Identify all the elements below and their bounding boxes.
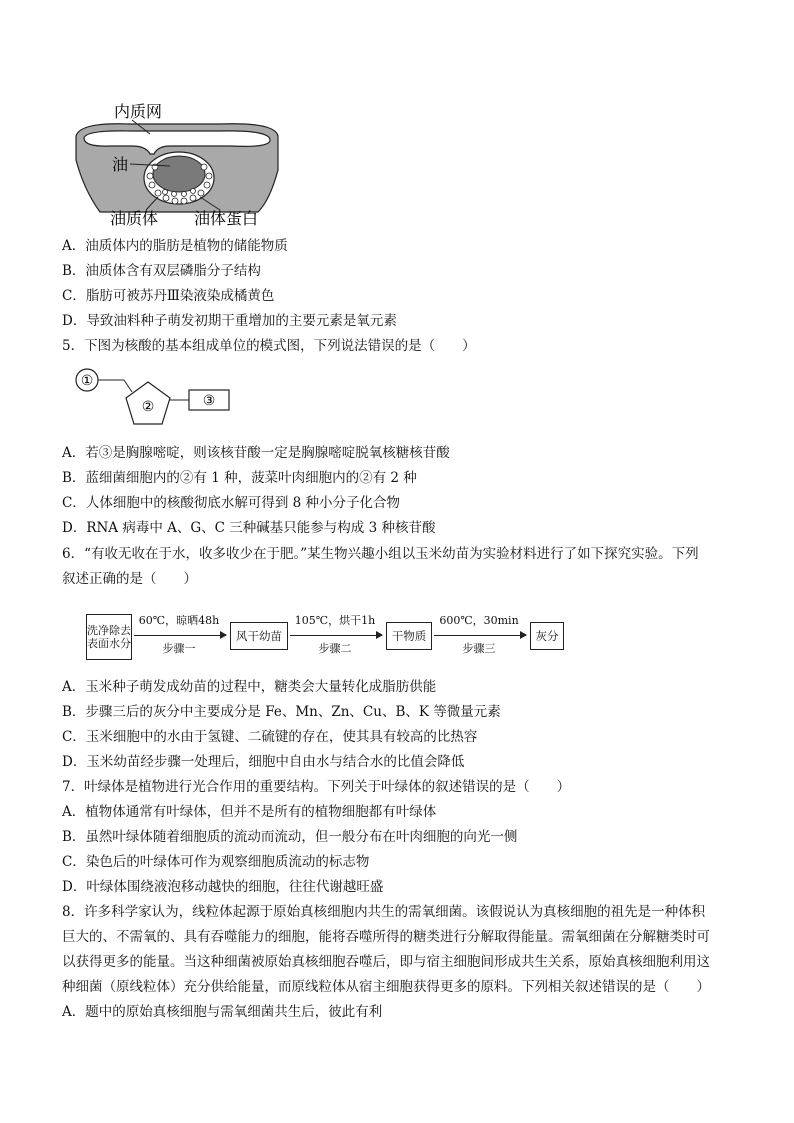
q5-option-d: D．RNA 病毒中 A、G、C 三种碱基只能参与构成 3 种核苷酸 [62,520,436,536]
label-oil-body: 油质体 [110,209,159,228]
flow-box-dry-matter: 干物质 [386,622,432,650]
q8-option-a: A．题中的原始真核细胞与需氧细菌共生后，彼此有利 [62,1004,383,1020]
label-er: 内质网 [114,102,163,121]
oil-body-diagram [70,100,285,230]
q8-stem-line1: 8．许多科学家认为，线粒体起源于原始真核细胞内共生的需氧细菌。该假说认为真核细胞的祖先是一种体积 [62,904,706,920]
flow-arrow3-top: 600℃，30min [439,614,519,627]
q7-stem: 7．叶绿体是植物进行光合作用的重要结构。下列关于叶绿体的叙述错误的是（ ） [62,779,571,795]
flow-box-ash: 灰分 [530,622,564,650]
q7-option-b: B．虽然叶绿体随着细胞质的流动而流动，但一般分布在叶肉细胞的向光一侧 [62,829,518,845]
flow-arrow-2 [290,635,382,636]
flow-arrow3-bottom: 步骤三 [462,642,496,655]
q8-stem-line2: 巨大的、不需氧的、具有吞噬能力的细胞，能将吞噬所得的糖类进行分解取得能量。需氧细菌在分解糖类时可 [62,929,710,945]
q6-stem-line1: 6．“有收无收在于水，收多收少在于肥。”某生物兴趣小组以玉米幼苗为实验材料进行了如下探究实验。下列 [62,546,699,562]
q4-option-a: A．油质体内的脂肪是植物的储能物质 [62,238,288,254]
flow-arrow1-top: 60℃，晾晒48h [138,614,220,627]
flow-box-wash: 洗净除去表面水分 [86,614,132,660]
q5-option-c: C．人体细胞中的核酸彻底水解可得到 8 种小分子化合物 [62,495,401,511]
circled-three: ③ [202,393,216,409]
flow-arrow-1 [134,635,226,636]
q8-stem-line3: 以获得更多的能量。当这种细菌被原始真核细胞吞噬后，即与宿主细胞间形成共生关系，原始真核细胞利用这 [62,954,710,970]
circled-two: ② [141,399,155,415]
oil-body-figure [70,100,285,230]
flow-arrow-3 [434,635,526,636]
q7-option-c: C．染色后的叶绿体可作为观察细胞质流动的标志物 [62,854,370,870]
flow-box-dried-seedling: 风干幼苗 [230,622,288,650]
q7-option-a: A．植物体通常有叶绿体，但并不是所有的植物细胞都有叶绿体 [62,804,437,820]
q6-option-b: B．步骤三后的灰分中主要成分是 Fe、Mn、Zn、Cu、B、K 等微量元素 [62,704,501,720]
q6-stem-line2: 叙述正确的是（ ） [62,571,197,587]
q6-option-a: A．玉米种子萌发成幼苗的过程中，糖类会大量转化成脂肪供能 [62,679,437,695]
q6-option-d: D．玉米幼苗经步骤一处理后，细胞中自由水与结合水的比值会降低 [62,754,465,770]
q5-stem: 5．下图为核酸的基本组成单位的模式图，下列说法错误的是（ ） [62,338,476,354]
experiment-flowchart [86,610,566,668]
q4-option-c: C．脂肪可被苏丹Ⅲ染液染成橘黄色 [62,288,275,304]
nucleotide-figure [74,368,234,430]
q6-option-c: C．玉米细胞中的水由于氢键、二硫键的存在，使其具有较高的比热容 [62,729,478,745]
flow-arrow2-bottom: 步骤二 [318,642,352,655]
q5-option-a: A．若③是胸腺嘧啶，则该核苷酸一定是胸腺嘧啶脱氧核糖核苷酸 [62,445,450,461]
flow-arrow1-bottom: 步骤一 [162,642,196,655]
q8-stem-line4: 种细菌（原线粒体）充分供给能量，而原线粒体从宿主细胞获得更多的原料。下列相关叙述错误的是（ ） [62,979,710,995]
label-oil: 油 [112,155,129,174]
label-oil-body-protein: 油体蛋白 [194,209,259,228]
flow-arrow2-top: 105℃，烘干1h [294,614,376,627]
q4-option-d: D．导致油料种子萌发初期干重增加的主要元素是氧元素 [62,313,397,329]
circled-one: ① [80,373,94,389]
q7-option-d: D．叶绿体围绕液泡移动越快的细胞，往往代谢越旺盛 [62,879,384,895]
q4-option-b: B．油质体含有双层磷脂分子结构 [62,263,261,279]
q5-option-b: B．蓝细菌细胞内的②有 1 种，菠菜叶肉细胞内的②有 2 种 [62,470,417,486]
nucleotide-diagram [74,368,234,430]
